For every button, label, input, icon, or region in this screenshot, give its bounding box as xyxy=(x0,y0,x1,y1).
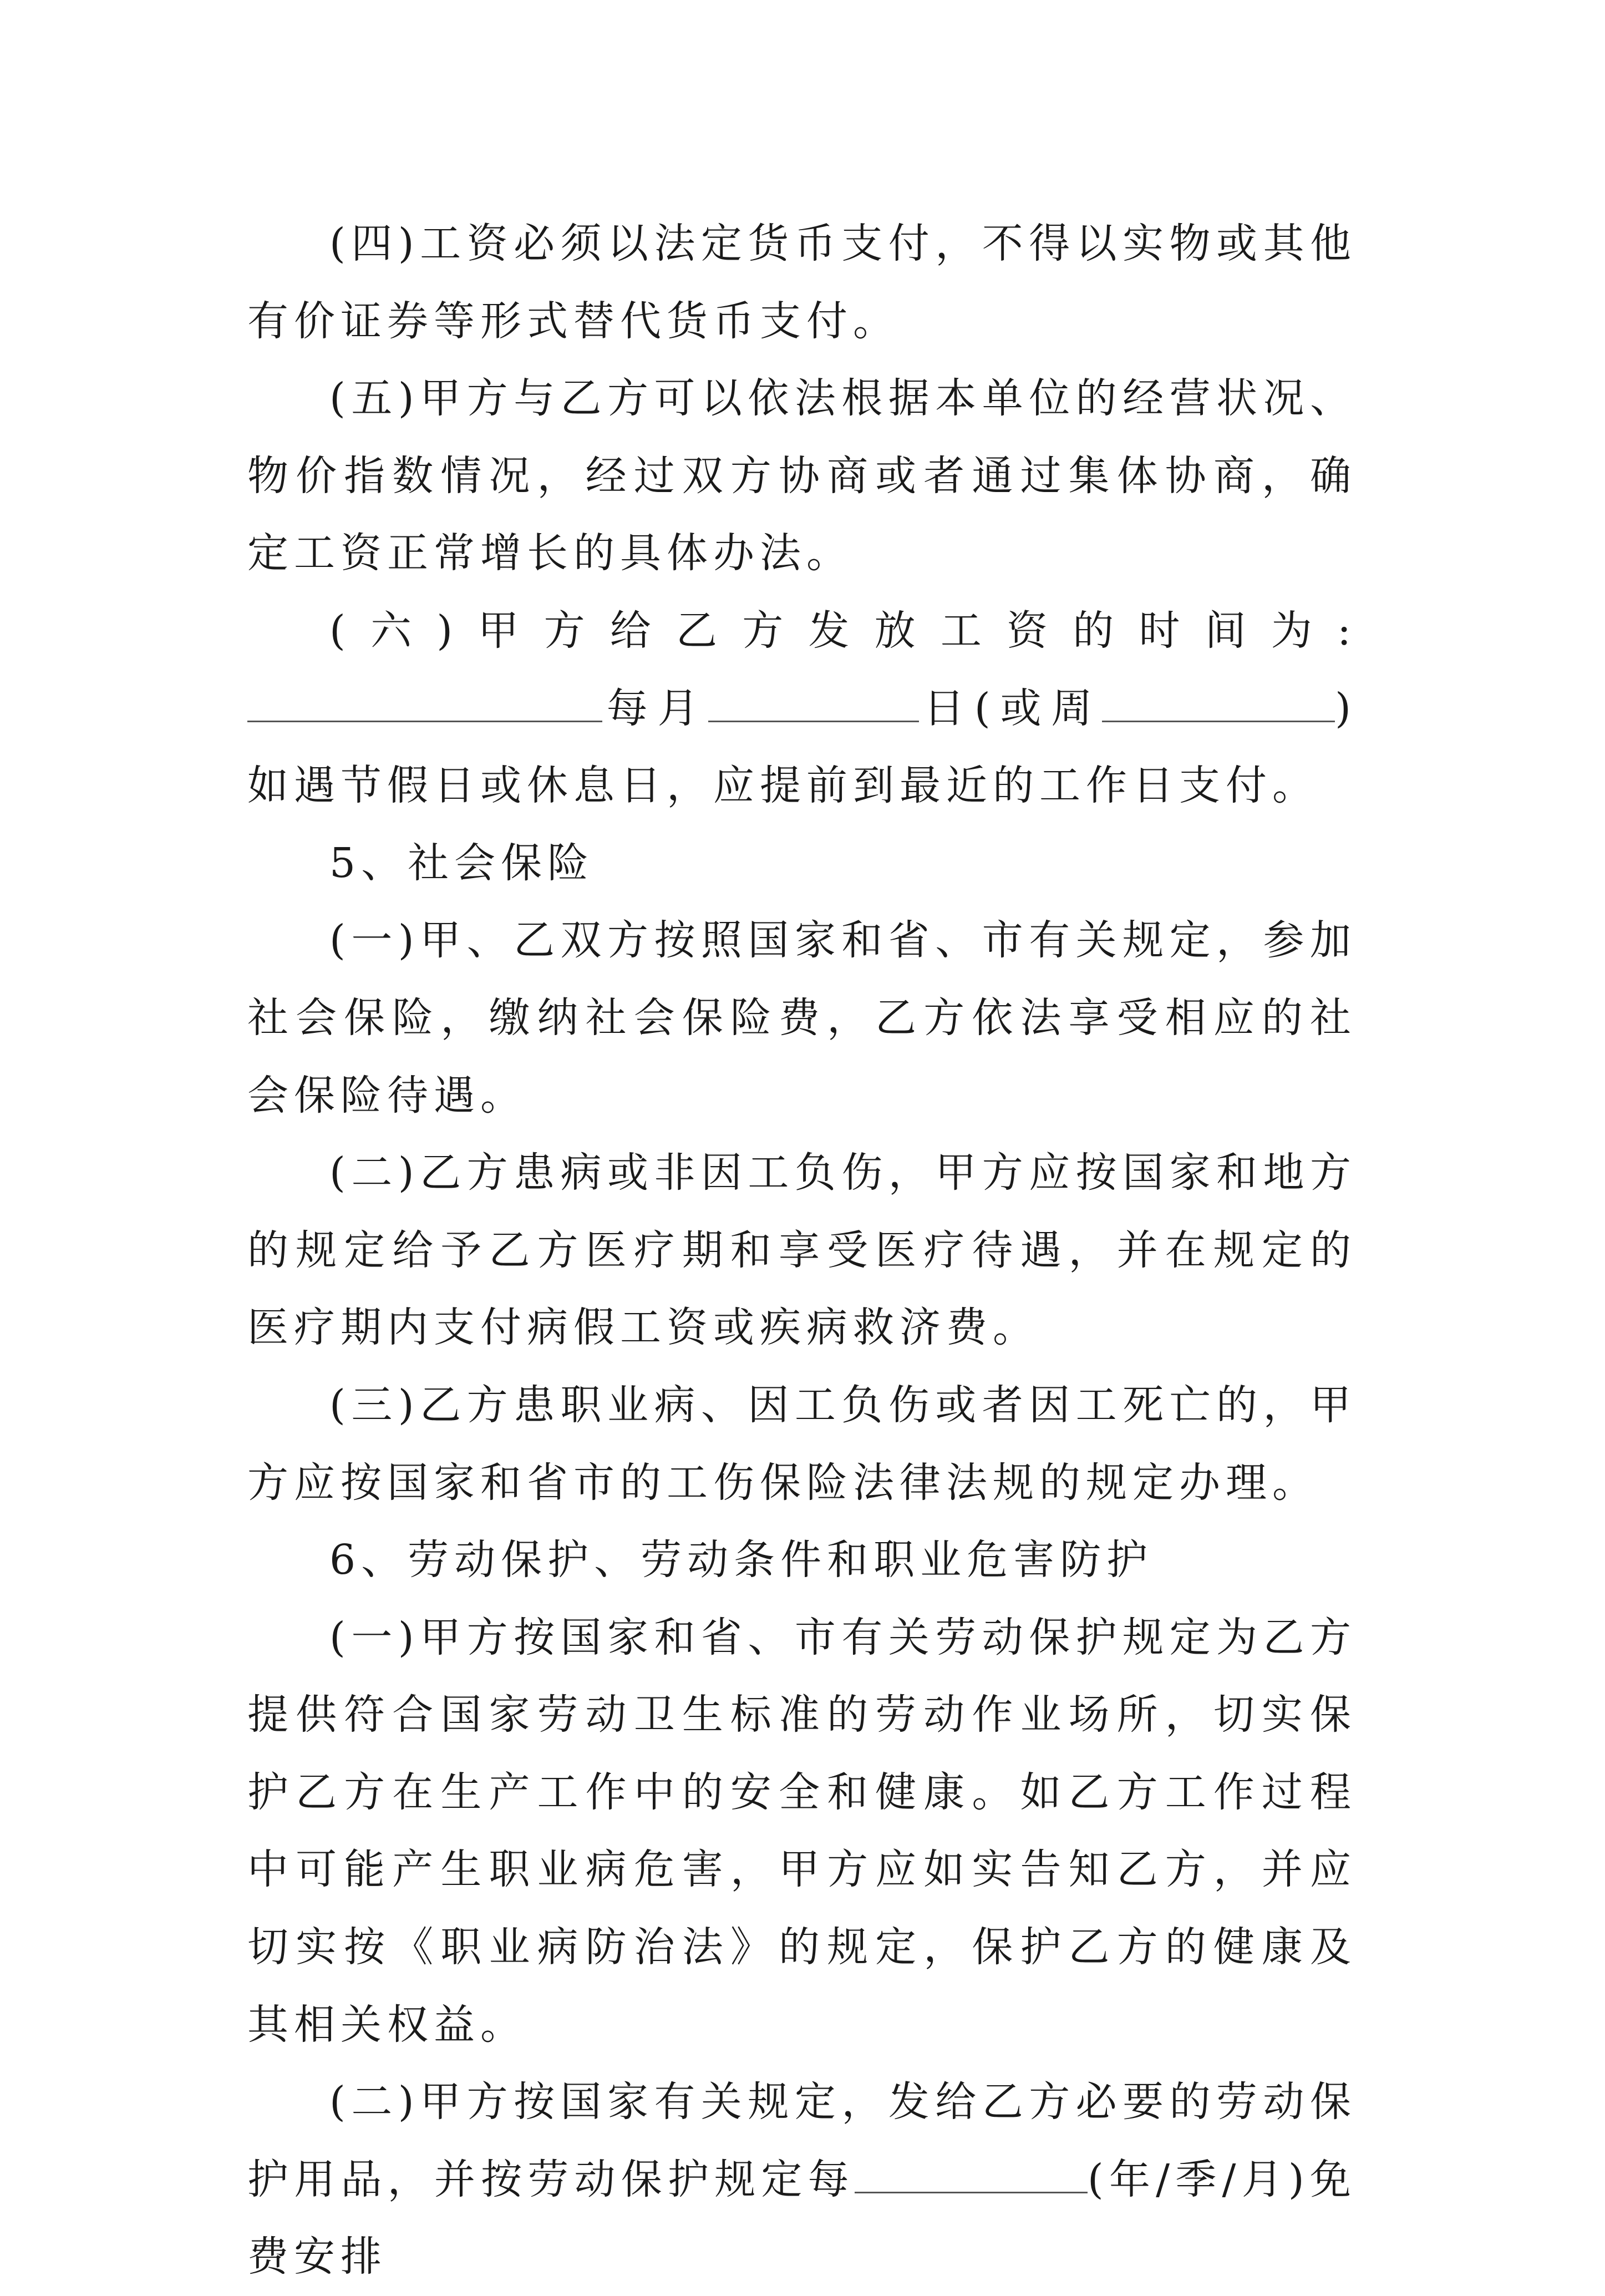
social-insurance-clause-2: (二)乙方患病或非因工负伤，甲方应按国家和地方的规定给予乙方医疗期和享受医疗待遇，并在规定的医疗期内支付病假工资或疾病救济费。 xyxy=(247,1149,1357,1352)
labor-protection-clause-1: (一)甲方按国家和省、市有关劳动保护规定为乙方提供符合国家劳动卫生标准的劳动作业场所，切实保护乙方在生产工作中的安全和健康。如乙方工作过程中可能产生职业病危害，甲方应如实告知乙方，并应切实按《职业病防治法》的规定，保护乙方的健康及其相关权益。 xyxy=(247,1613,1357,2049)
pay-date-blank[interactable] xyxy=(247,687,602,722)
protection-supplies-prefix: (二)甲方按国家有关规定，发给乙方必要的劳动保护用品，并按劳动保护规定每 xyxy=(247,2078,1357,2203)
social-insurance-clause-1: (一)甲、乙双方按照国家和省、市有关规定，参加社会保险，缴纳社会保险费，乙方依法享受相应的社会保险待遇。 xyxy=(247,916,1357,1119)
clause-6-pay-date xyxy=(247,592,1357,825)
clause-4-wage-currency: (四)工资必须以法定货币支付，不得以实物或其他有价证券等形式替代货币支付。 xyxy=(247,220,1357,345)
pay-holiday-rule: )如遇节假日或休息日，应提前到最近的工作日支付。 xyxy=(247,684,1357,810)
pay-monthly-label: 每月 xyxy=(602,684,709,732)
protection-frequency-blank[interactable] xyxy=(855,2158,1088,2193)
social-insurance-clause-3: (三)乙方患职业病、因工负伤或者因工死亡的，甲方应按国家和省市的工伤保险法律法规的规定办理。 xyxy=(247,1381,1357,1507)
clause-5-wage-growth: (五)甲方与乙方可以依法根据本单位的经营状况、物价指数情况，经过双方协商或者通过集体协商，确定工资正常增长的具体办法。 xyxy=(247,374,1357,577)
contract-text xyxy=(247,205,1357,2296)
protection-supplies-suffix: (年/季/月)免费安排 xyxy=(247,2155,1357,2281)
section-5-title: 5、社会保险 xyxy=(329,839,595,887)
section-6-title: 6、劳动保护、劳动条件和职业危害防护 xyxy=(329,1536,1154,1584)
pay-day-blank[interactable] xyxy=(708,687,919,722)
labor-protection-clause-2 xyxy=(247,2064,1357,2296)
pay-date-prefix: (六)甲方给乙方发放工资的时间为: xyxy=(329,606,1357,655)
pay-week-blank[interactable] xyxy=(1102,687,1335,722)
pay-day-or-week-label: 日(或周 xyxy=(919,684,1103,732)
